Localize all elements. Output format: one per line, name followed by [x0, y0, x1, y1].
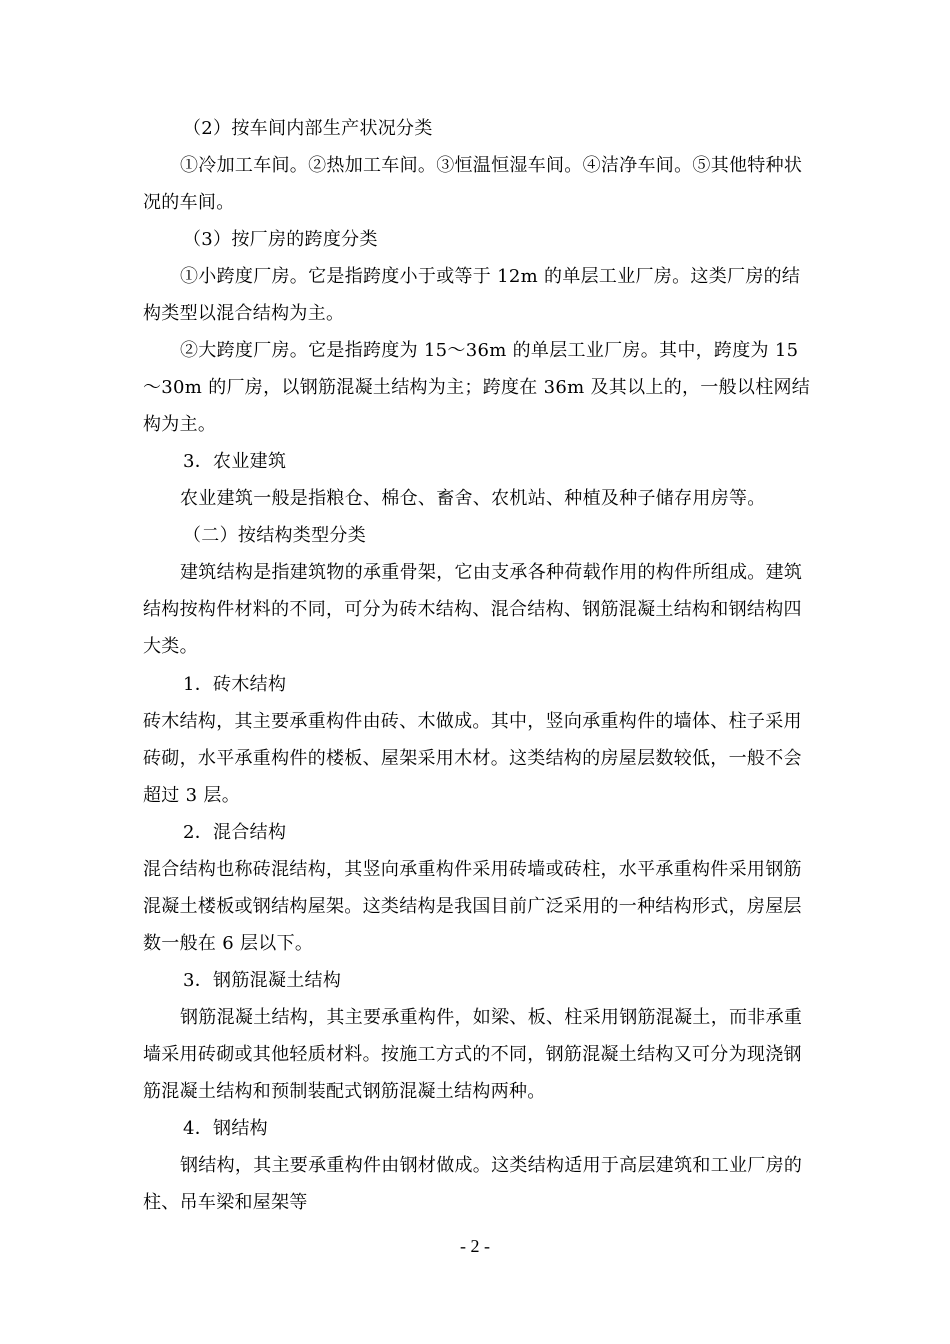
- heading-agricultural: 3．农业建筑: [183, 451, 287, 472]
- paragraph-small-span: ①小跨度厂房。它是指跨度小于或等于 12m 的单层工业厂房。这类厂房的结构类型以混合结构为主。: [143, 266, 801, 324]
- paragraph-mixed: 混合结构也称砖混结构，其竖向承重构件采用砖墙或砖柱，水平承重构件采用钢筋混凝土楼板或钢结构屋架。这类结构是我国目前广泛采用的一种结构形式，房屋层数一般在 6 层以下。: [143, 859, 802, 954]
- paragraph-large-span: ②大跨度厂房。它是指跨度为 15～36m 的单层工业厂房。其中，跨度为 15～30m 的厂房，以钢筋混凝土结构为主；跨度在 36m 及其以上的，一般以柱网结构为主。: [143, 340, 811, 435]
- heading-mixed: 2．混合结构: [183, 822, 287, 843]
- paragraph-structure-intro: 建筑结构是指建筑物的承重骨架，它由支承各种荷载作用的构件所组成。建筑结构按构件材料的不同，可分为砖木结构、混合结构、钢筋混凝土结构和钢结构四大类。: [143, 562, 803, 657]
- paragraph-reinforced-concrete: 钢筋混凝土结构，其主要承重构件，如梁、板、柱采用钢筋混凝土，而非承重墙采用砖砌或其他轻质材料。按施工方式的不同，钢筋混凝土结构又可分为现浇钢筋混凝土结构和预制装配式钢筋混凝土结构两种。: [143, 1007, 803, 1102]
- paragraph-agricultural: 农业建筑一般是指粮仓、棉仓、畜舍、农机站、种植及种子储存用房等。: [180, 488, 766, 509]
- heading-brick-wood: 1．砖木结构: [183, 674, 287, 695]
- heading-reinforced-concrete: 3．钢筋混凝土结构: [183, 970, 342, 991]
- page-number: - 2 -: [460, 1236, 490, 1256]
- heading-steel: 4．钢结构: [183, 1118, 268, 1139]
- subheading-structure-type: （二）按结构类型分类: [183, 525, 366, 546]
- paragraph-workshop-types: ①冷加工车间。②热加工车间。③恒温恒湿车间。④洁净车间。⑤其他特种状况的车间。: [143, 155, 803, 213]
- paragraph-brick-wood: 砖木结构，其主要承重构件由砖、木做成。其中，竖向承重构件的墙体、柱子采用砖砌，水平承重构件的楼板、屋架采用木材。这类结构的房屋层数较低，一般不会超过 3 层。: [143, 711, 802, 806]
- paragraph-steel: 钢结构，其主要承重构件由钢材做成。这类结构适用于高层建筑和工业厂房的柱、吊车梁和屋架等: [143, 1155, 803, 1213]
- subheading-workshop-conditions: （2）按车间内部生产状况分类: [183, 118, 433, 139]
- subheading-span: （3）按厂房的跨度分类: [183, 229, 378, 250]
